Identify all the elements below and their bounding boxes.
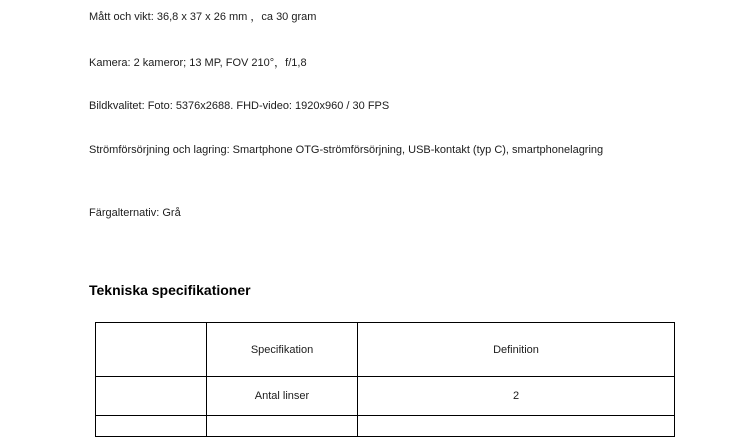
- table-row: [96, 377, 675, 416]
- table-header-row: [96, 323, 675, 377]
- spec-image-quality: Bildkvalitet: Foto: 5376x2688. FHD-video: 1920x960 / 30 FPS: [89, 100, 390, 112]
- table-header-cell: Definition: [358, 323, 675, 377]
- table-cell: 2: [358, 377, 675, 416]
- spec-dimensions-weight: Mått och vikt: 36,8 x 37 x 26 mm ，ca 30 gram: [89, 11, 317, 23]
- spec-camera: Kamera: 2 kameror; 13 MP, FOV 210°，f/1,8: [89, 57, 307, 69]
- spec-color-options: Färgalternativ: Grå: [89, 207, 181, 219]
- table-cell: [96, 377, 207, 416]
- table-header-cell: Specifikation: [207, 323, 358, 377]
- spec-power-storage: Strömförsörjning och lagring: Smartphone OTG-strömförsörjning, USB-kontakt (typ C), smartphonelagring: [89, 144, 604, 156]
- section-heading: Tekniska specifikationer: [89, 282, 251, 298]
- table-header-cell: [96, 323, 207, 377]
- table-cell: Antal linser: [207, 377, 358, 416]
- spec-table: [95, 322, 675, 437]
